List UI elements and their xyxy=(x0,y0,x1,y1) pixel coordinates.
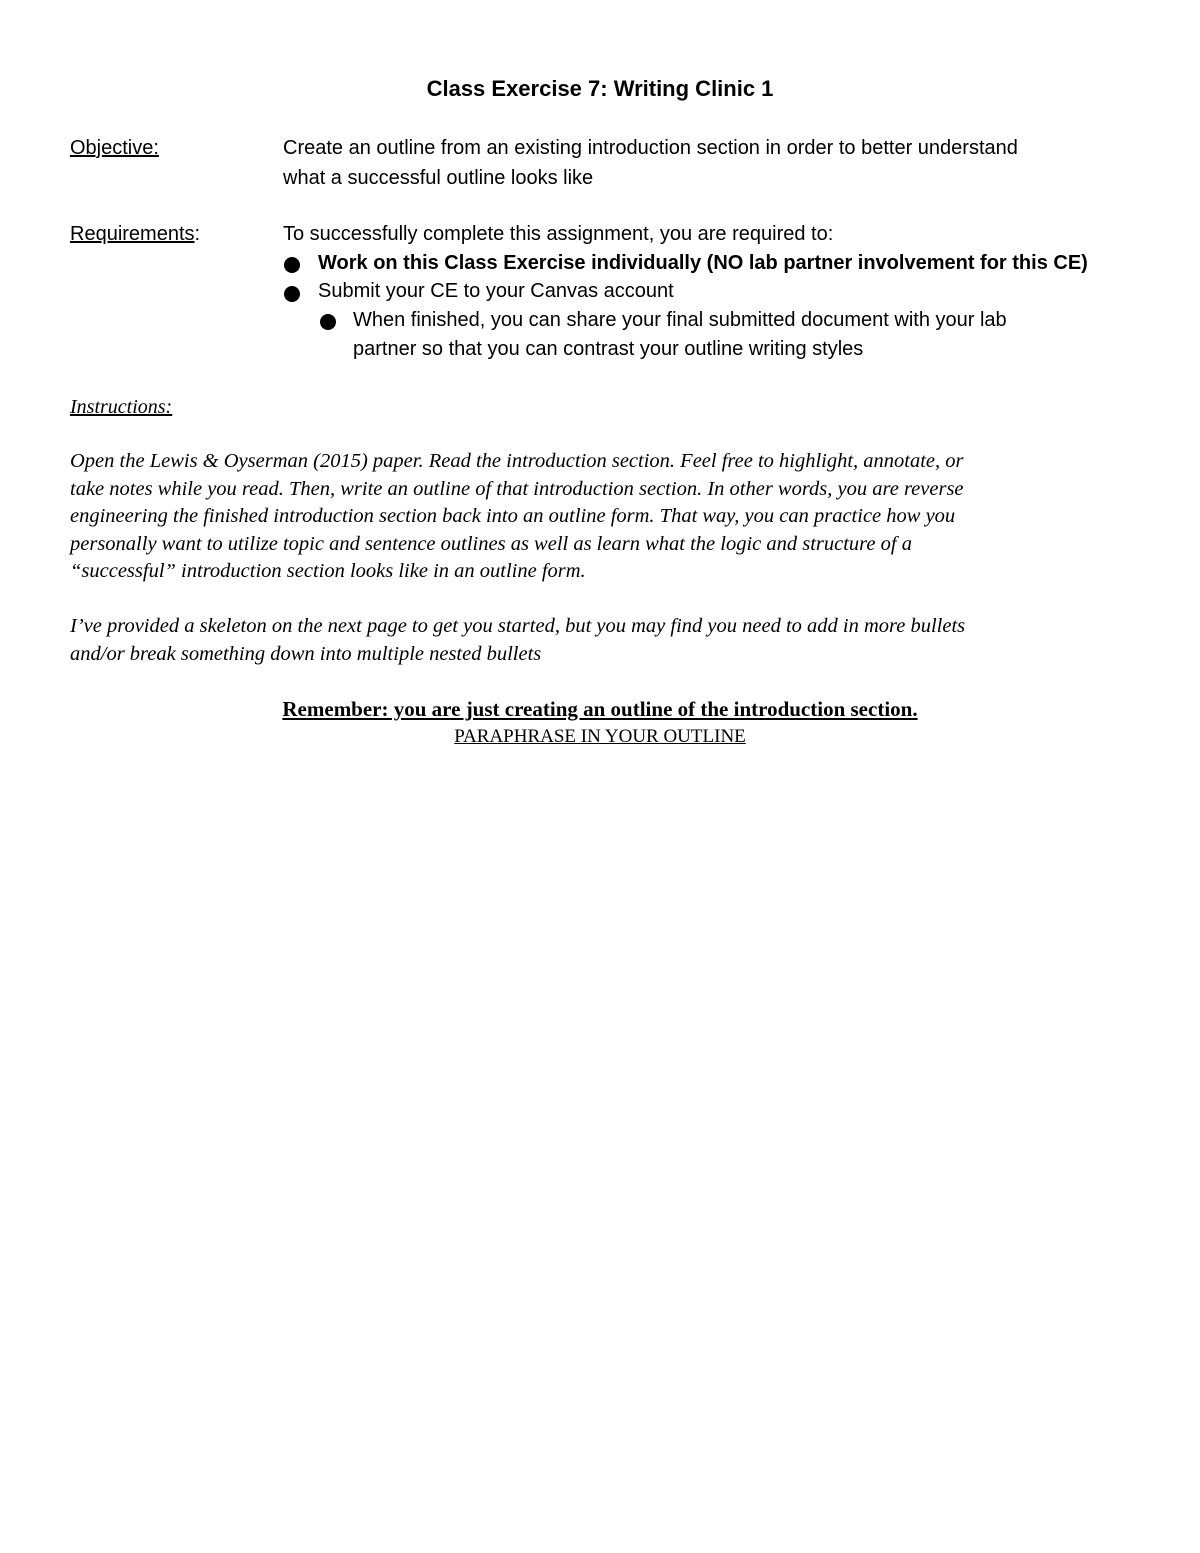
objective-label: Objective: xyxy=(70,137,159,159)
requirements-intro: To successfully complete this assignment, you are required to: xyxy=(283,223,834,245)
requirement-bullet-1: Work on this Class Exercise individually (NO lab partner involvement for this CE) xyxy=(318,252,1088,274)
instructions-heading: Instructions: xyxy=(70,396,173,418)
objective-text-line-1: Create an outline from an existing introduction section in order to better understand xyxy=(283,137,1018,159)
paragraph-line: I’ve provided a skeleton on the next page to get you started, but you may find you need to add in more bullets xyxy=(70,615,966,637)
instructions-paragraph-1 xyxy=(70,448,1130,586)
paragraph-line: and/or break something down into multiple nested bullets xyxy=(70,642,542,665)
paragraph-line: personally want to utilize topic and sentence outlines as well as learn what the logic and structure of a xyxy=(70,532,912,555)
objective-text-line-2: what a successful outline looks like xyxy=(283,167,594,189)
paragraph-line: engineering the finished introduction section back into an outline form. That way, you can practice how you xyxy=(70,505,956,527)
requirement-sub-bullet-line-2: partner so that you can contrast your outline writing styles xyxy=(353,338,864,360)
requirement-sub-bullet-line-1: When finished, you can share your final submitted document with your lab xyxy=(353,309,1007,331)
remember-line-1: Remember: you are just creating an outline of the introduction section. xyxy=(282,697,918,721)
bullet-dot xyxy=(284,257,300,273)
instructions-paragraph-2 xyxy=(70,613,1130,668)
bullet-dot xyxy=(284,286,300,302)
paragraph-line: Open the Lewis & Oyserman (2015) paper. Read the introduction section. Feel free to highlight, annotate, or xyxy=(70,450,964,472)
requirements-label xyxy=(70,219,200,249)
paragraph-line: “successful” introduction section looks like in an outline form. xyxy=(70,560,586,582)
remember-line-2: PARAPHRASE IN YOUR OUTLINE xyxy=(454,726,746,747)
document-title: Class Exercise 7: Writing Clinic 1 xyxy=(426,76,774,101)
requirements-label-colon: : xyxy=(194,223,201,245)
bullet-dot xyxy=(320,314,336,330)
requirement-bullet-2: Submit your CE to your Canvas account xyxy=(318,280,674,302)
objective-text xyxy=(283,133,1123,193)
paragraph-line: take notes while you read. Then, write an outline of that introduction section. In other words, you are reverse xyxy=(70,477,964,500)
requirements-label-text: Requirements xyxy=(70,223,195,245)
